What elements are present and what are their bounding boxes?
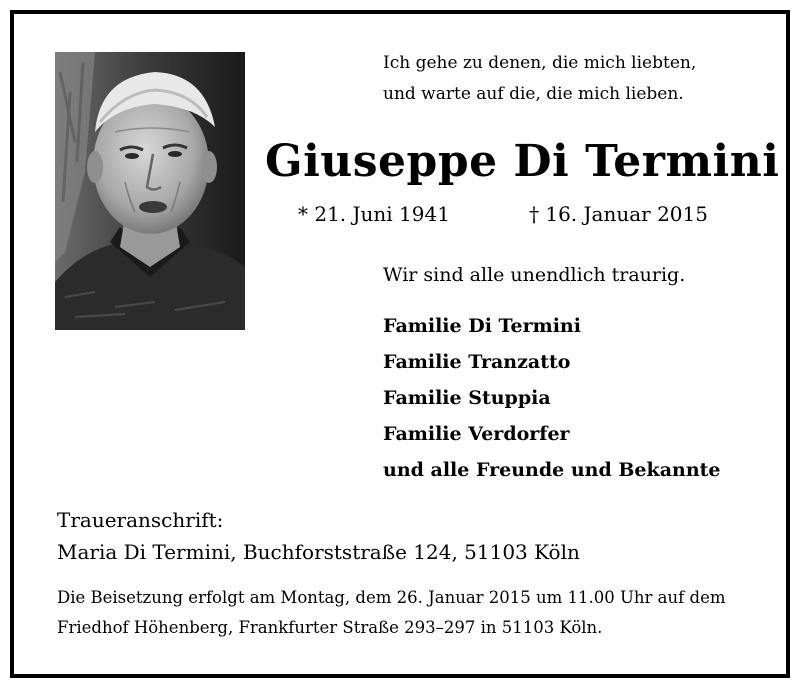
family-item: Familie Stuppia (383, 387, 551, 409)
family-item: und alle Freunde und Bekannte (383, 459, 721, 481)
mourning-statement: Wir sind alle unendlich traurig. (383, 264, 686, 286)
portrait-photo (55, 52, 245, 330)
quote-line-1: Ich gehe zu denen, die mich liebten, (383, 53, 697, 73)
family-item: Familie Di Termini (383, 315, 581, 337)
quote-line-2: und warte auf die, die mich lieben. (383, 84, 684, 104)
death-date: † 16. Januar 2015 (529, 202, 708, 226)
deceased-name: Giuseppe Di Termini (265, 136, 780, 187)
family-list (383, 308, 721, 488)
quote (383, 48, 696, 110)
burial-line-1: Die Beisetzung erfolgt am Montag, dem 26. Januar 2015 um 11.00 Uhr auf dem (57, 588, 726, 607)
burial-info (57, 583, 757, 643)
burial-line-2: Friedhof Höhenberg, Frankfurter Straße 293–297 in 51103 Köln. (57, 618, 603, 637)
birth-date: * 21. Juni 1941 (298, 202, 450, 226)
portrait-photo-icon (55, 52, 245, 330)
address-label: Traueranschrift: (57, 508, 224, 532)
family-item: Familie Tranzatto (383, 351, 571, 373)
address-value: Maria Di Termini, Buchforststraße 124, 51103 Köln (57, 540, 580, 564)
family-item: Familie Verdorfer (383, 423, 570, 445)
